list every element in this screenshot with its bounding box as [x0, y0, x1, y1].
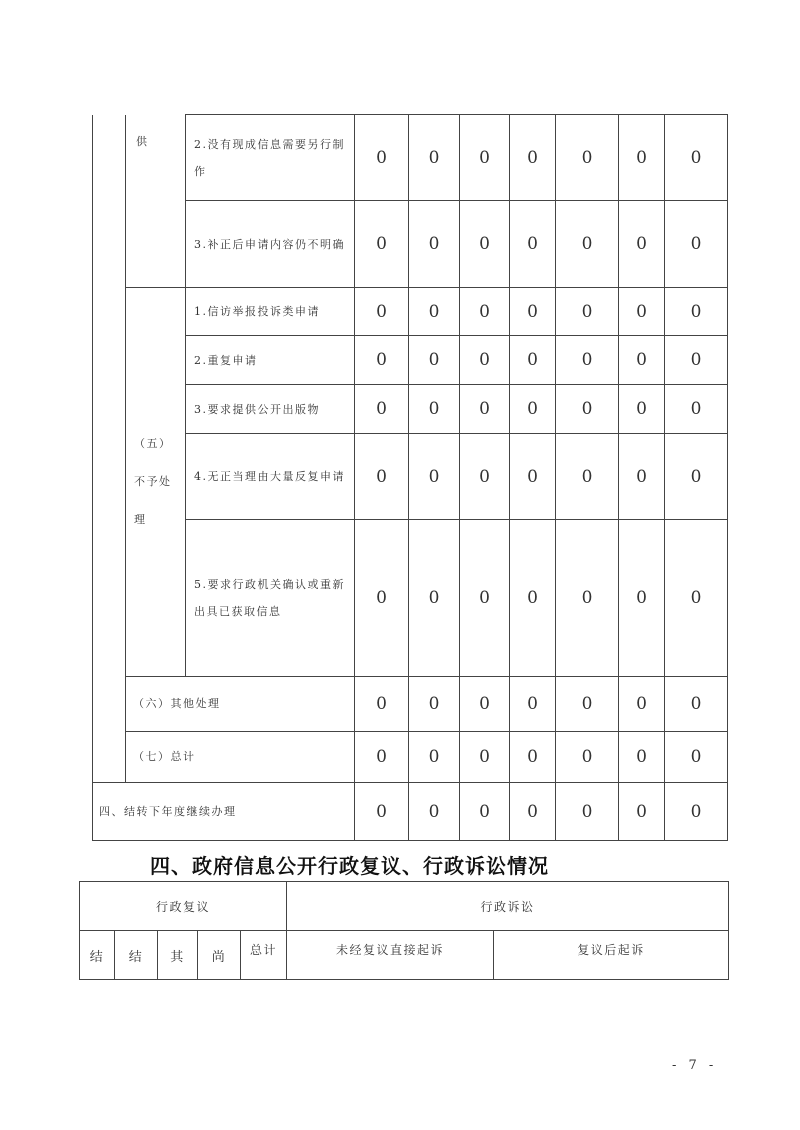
row-label: 2.没有现成信息需要另行制作 [186, 115, 355, 201]
value-cell: 0 [619, 677, 665, 732]
sub-category-line: 理 [134, 513, 147, 526]
value-cell: 0 [665, 336, 728, 385]
sub-category-line: （五） [134, 437, 172, 450]
value-cell: 0 [355, 677, 409, 732]
table-row [93, 115, 728, 201]
value-cell: 0 [510, 115, 556, 201]
value-cell: 0 [556, 288, 619, 336]
value-cell: 0 [409, 520, 460, 677]
value-cell: 0 [556, 115, 619, 201]
value-cell: 0 [619, 115, 665, 201]
row-label: 四、结转下年度继续办理 [93, 783, 355, 841]
sub-category-line: 不予处 [134, 475, 172, 488]
value-cell: 0 [619, 732, 665, 783]
value-cell: 0 [460, 677, 510, 732]
review-litigation-table [79, 881, 729, 980]
value-cell: 0 [460, 201, 510, 288]
value-cell: 0 [556, 336, 619, 385]
table-row [93, 201, 728, 288]
table-row [93, 783, 728, 841]
value-cell: 0 [355, 385, 409, 434]
value-cell: 0 [355, 520, 409, 677]
value-cell: 0 [665, 115, 728, 201]
value-cell: 0 [619, 336, 665, 385]
value-cell: 0 [510, 783, 556, 841]
table-row [93, 520, 728, 677]
table-row [93, 677, 728, 732]
value-cell: 0 [355, 336, 409, 385]
table-row [93, 732, 728, 783]
value-cell: 0 [510, 732, 556, 783]
value-cell: 0 [409, 288, 460, 336]
sub-category-five [126, 288, 186, 677]
value-cell: 0 [556, 434, 619, 520]
subheader-direct-litigation: 未经复议直接起诉 [287, 931, 494, 980]
table-row [80, 882, 729, 931]
table-row [80, 931, 729, 980]
row-label: 3.补正后申请内容仍不明确 [186, 201, 355, 288]
value-cell: 0 [556, 201, 619, 288]
value-cell: 0 [460, 783, 510, 841]
row-label: 3.要求提供公开出版物 [186, 385, 355, 434]
sub-category-gong: 供 [126, 115, 186, 288]
value-cell: 0 [409, 336, 460, 385]
value-cell: 0 [510, 520, 556, 677]
statistics-table [92, 114, 728, 841]
value-cell: 0 [665, 732, 728, 783]
value-cell: 0 [460, 288, 510, 336]
value-cell: 0 [665, 434, 728, 520]
row-label: 5.要求行政机关确认或重新出具已获取信息 [186, 520, 355, 677]
value-cell: 0 [409, 115, 460, 201]
value-cell: 0 [619, 288, 665, 336]
value-cell: 0 [665, 288, 728, 336]
value-cell: 0 [665, 385, 728, 434]
subheader-cell: 结 [80, 931, 115, 980]
value-cell: 0 [510, 434, 556, 520]
value-cell: 0 [665, 783, 728, 841]
value-cell: 0 [460, 115, 510, 201]
table-row [93, 288, 728, 336]
subheader-total: 总计 [241, 931, 287, 980]
value-cell: 0 [619, 783, 665, 841]
value-cell: 0 [460, 434, 510, 520]
value-cell: 0 [355, 783, 409, 841]
value-cell: 0 [460, 732, 510, 783]
value-cell: 0 [409, 385, 460, 434]
value-cell: 0 [355, 732, 409, 783]
row-label: 4.无正当理由大量反复申请 [186, 434, 355, 520]
value-cell: 0 [510, 677, 556, 732]
value-cell: 0 [665, 201, 728, 288]
value-cell: 0 [355, 288, 409, 336]
value-cell: 0 [409, 201, 460, 288]
table-row [93, 434, 728, 520]
subheader-cell: 结 [115, 931, 158, 980]
value-cell: 0 [665, 677, 728, 732]
value-cell: 0 [619, 434, 665, 520]
value-cell: 0 [556, 783, 619, 841]
value-cell: 0 [510, 336, 556, 385]
value-cell: 0 [409, 434, 460, 520]
value-cell: 0 [355, 434, 409, 520]
value-cell: 0 [619, 385, 665, 434]
section-title: 四、政府信息公开行政复议、行政诉讼情况 [150, 854, 549, 878]
value-cell: 0 [665, 520, 728, 677]
value-cell: 0 [355, 115, 409, 201]
value-cell: 0 [409, 783, 460, 841]
row-label: （六）其他处理 [126, 677, 355, 732]
value-cell: 0 [460, 336, 510, 385]
subheader-cell: 其 [158, 931, 198, 980]
value-cell: 0 [409, 732, 460, 783]
value-cell: 0 [556, 520, 619, 677]
header-admin-litigation: 行政诉讼 [287, 882, 729, 931]
value-cell: 0 [619, 520, 665, 677]
subheader-after-review-litigation: 复议后起诉 [494, 931, 729, 980]
value-cell: 0 [556, 677, 619, 732]
row-label: 1.信访举报投诉类申请 [186, 288, 355, 336]
page-number: - 7 - [672, 1058, 718, 1073]
value-cell: 0 [556, 732, 619, 783]
value-cell: 0 [510, 288, 556, 336]
value-cell: 0 [460, 385, 510, 434]
row-label: 2.重复申请 [186, 336, 355, 385]
table-row [93, 336, 728, 385]
value-cell: 0 [510, 385, 556, 434]
outer-left-cell [93, 115, 126, 783]
table-row [93, 385, 728, 434]
row-label: （七）总计 [126, 732, 355, 783]
value-cell: 0 [409, 677, 460, 732]
value-cell: 0 [556, 385, 619, 434]
header-admin-review: 行政复议 [80, 882, 287, 931]
value-cell: 0 [355, 201, 409, 288]
subheader-cell: 尚 [198, 931, 241, 980]
value-cell: 0 [510, 201, 556, 288]
value-cell: 0 [619, 201, 665, 288]
value-cell: 0 [460, 520, 510, 677]
